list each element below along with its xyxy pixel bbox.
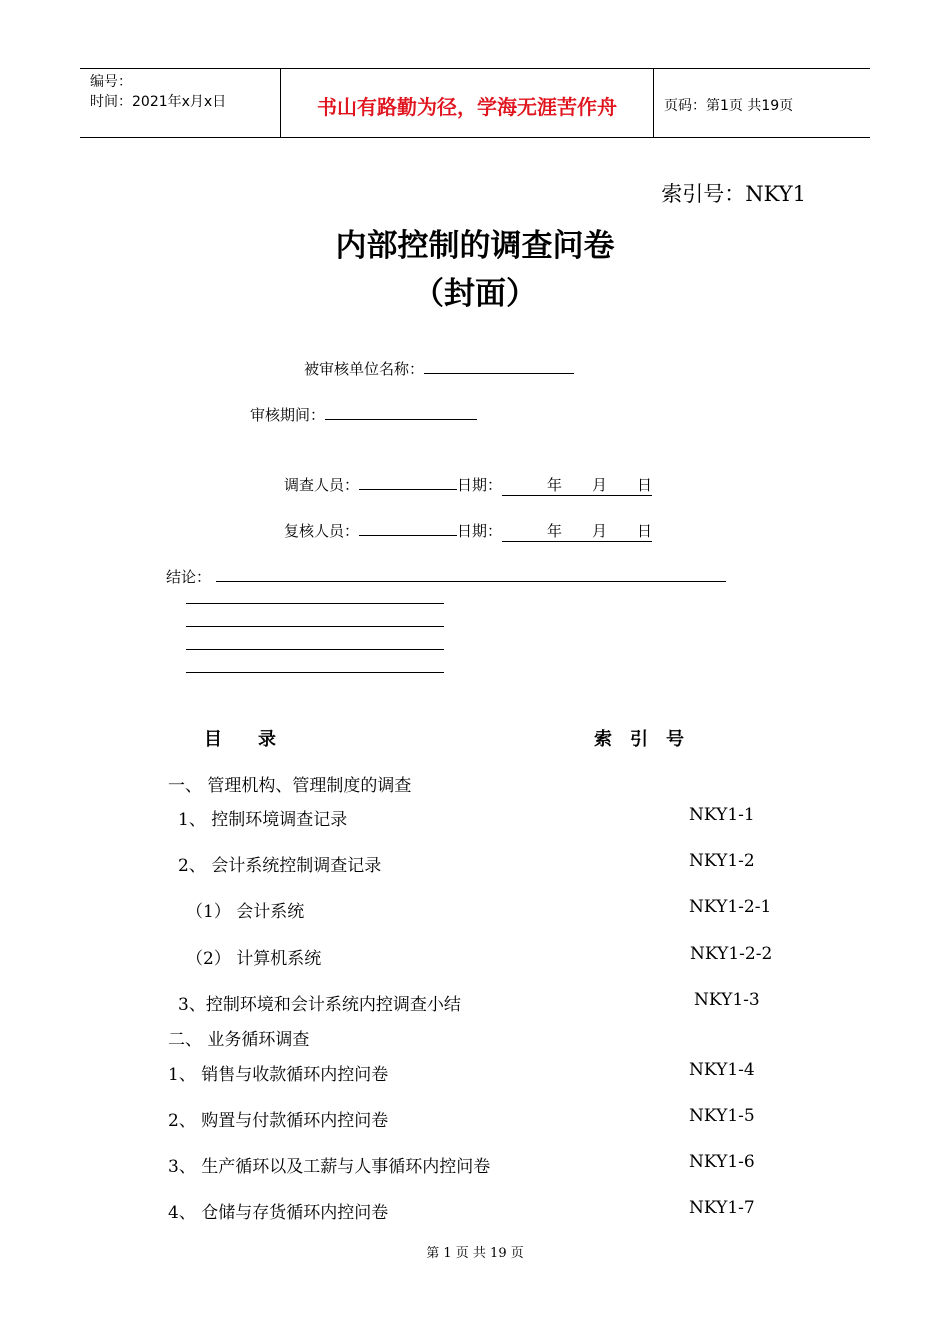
toc-item-text: 3、 生产循环以及工薪与人事循环内控问卷 (168, 1157, 491, 1177)
toc-index-heading: 索 引 号 (594, 729, 684, 750)
header-page-cell (654, 69, 870, 137)
investigator-field (284, 473, 652, 496)
header-motto-cell (281, 69, 654, 137)
toc-item-code: NKY1-2-2 (690, 944, 773, 964)
toc-item-text: 4、 仓储与存货循环内控问卷 (168, 1203, 389, 1223)
toc-item-text: 二、 业务循环调查 (168, 1030, 310, 1050)
investigator-date-blank: 年 月 日 (502, 476, 653, 494)
conclusion-line (186, 626, 444, 627)
toc-item-text: （2） 计算机系统 (186, 949, 322, 969)
motto: 书山有路勤为径，学海无涯苦作舟 (317, 95, 617, 119)
index-number: 索引号：NKY1 (661, 182, 806, 206)
toc-item-code: NKY1-6 (689, 1152, 755, 1172)
reviewer-field (284, 519, 652, 542)
conclusion-line (186, 603, 444, 604)
reviewer-label: 复核人员： (284, 522, 360, 540)
investigator-date-label: 日期： (457, 476, 503, 494)
toc-item-text: 1、 销售与收款循环内控问卷 (168, 1065, 389, 1085)
audited-unit-blank (424, 357, 574, 374)
time-label: 时间：2021年x月x日 (90, 94, 227, 110)
page-info: 页码：第1页 共19页 (664, 98, 794, 114)
page-footer: 第 1 页 共 19 页 (426, 1246, 524, 1261)
toc-item-text: 一、 管理机构、管理制度的调查 (168, 776, 412, 796)
toc-item-text: 1、 控制环境调查记录 (178, 810, 348, 830)
audit-period-blank (325, 403, 477, 420)
toc-item-code: NKY1-7 (689, 1198, 755, 1218)
reviewer-blank (359, 519, 457, 536)
toc-item-text: 2、 会计系统控制调查记录 (178, 856, 382, 876)
conclusion-label: 结论： (166, 568, 212, 586)
page-header (80, 68, 870, 138)
document-subtitle: （封面） (413, 276, 537, 312)
header-meta-cell (80, 69, 281, 137)
audit-period-field (250, 403, 477, 425)
reviewer-date-blank: 年 月 日 (502, 522, 653, 540)
conclusion-line (186, 649, 444, 650)
investigator-blank (359, 473, 457, 490)
toc-item-text: 3、控制环境和会计系统内控调查小结 (178, 995, 461, 1015)
toc-item-code: NKY1-3 (694, 990, 760, 1010)
toc-item-code: NKY1-5 (689, 1106, 755, 1126)
audited-unit-label: 被审核单位名称： (304, 360, 425, 378)
document-title: 内部控制的调查问卷 (335, 228, 615, 264)
investigator-label: 调查人员： (284, 476, 360, 494)
toc-item-code: NKY1-2-1 (689, 897, 772, 917)
audit-period-label: 审核期间： (250, 406, 326, 424)
toc-contents-heading: 目 录 (204, 729, 276, 750)
number-label: 编号： (90, 74, 132, 90)
toc-item-code: NKY1-1 (689, 805, 755, 825)
toc-item-code: NKY1-2 (689, 851, 755, 871)
audited-unit-field (304, 357, 574, 379)
toc-item-text: （1） 会计系统 (186, 902, 305, 922)
toc-item-code: NKY1-4 (689, 1060, 755, 1080)
conclusion-line (216, 581, 726, 582)
conclusion-line (186, 672, 444, 673)
toc-item-text: 2、 购置与付款循环内控问卷 (168, 1111, 389, 1131)
reviewer-date-label: 日期： (457, 522, 503, 540)
